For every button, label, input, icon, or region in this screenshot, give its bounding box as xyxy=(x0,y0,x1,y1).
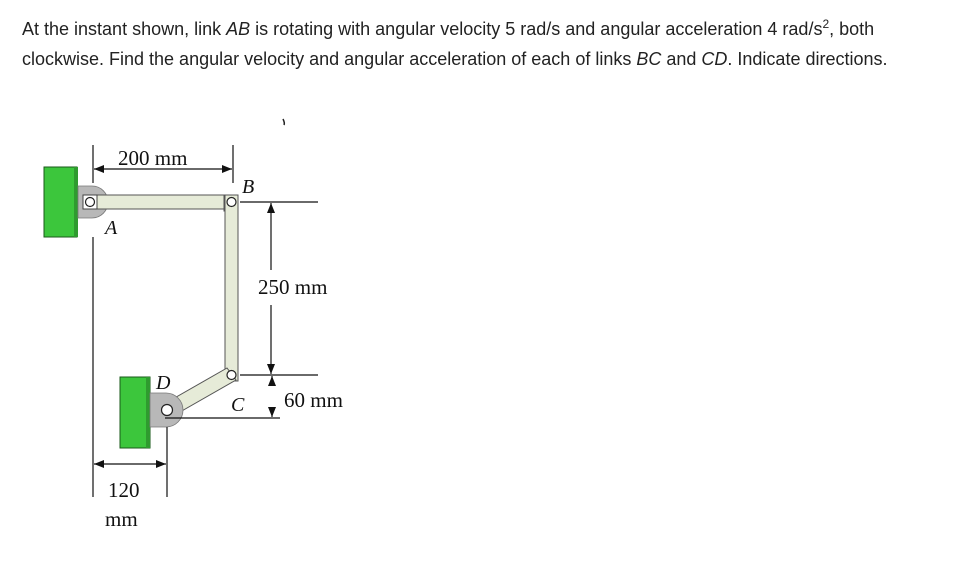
dimension-d-offset-label-2: mm xyxy=(105,507,138,531)
pin-b xyxy=(227,198,236,207)
link-bc-symbol: BC xyxy=(636,49,662,69)
problem-text-5: . Indicate directions. xyxy=(727,49,888,69)
link-ab-symbol: AB xyxy=(226,19,251,39)
link-ab xyxy=(90,195,238,209)
pin-c xyxy=(227,371,236,380)
point-b-label: B xyxy=(242,176,255,198)
dimension-cd-label: 60 mm xyxy=(284,388,343,412)
pin-d xyxy=(162,405,173,416)
problem-text-4: and xyxy=(661,49,702,69)
superscript-2: 2 xyxy=(822,17,830,31)
problem-text-1: At the instant shown, link xyxy=(22,19,227,39)
point-d-label: D xyxy=(156,372,171,394)
point-a-label: A xyxy=(105,217,118,239)
link-cd-symbol: CD xyxy=(701,49,728,69)
dimension-ab-label: 200 mm xyxy=(118,146,188,170)
pin-a xyxy=(83,195,97,209)
problem-text-3: , both clockwise. Find the angular velocity and angular acceleration of each of links xyxy=(22,19,875,69)
dimension-ab xyxy=(93,145,233,183)
dimension-d-offset-label-1: 120 xyxy=(108,478,140,502)
problem-text-2: is rotating with angular velocity 5 rad/s and angular acceleration 4 rad/s xyxy=(250,19,823,39)
link-bc xyxy=(225,195,238,381)
dimension-bc xyxy=(240,202,327,375)
support-d xyxy=(120,377,183,448)
point-c-label: C xyxy=(231,394,245,416)
stray-mark xyxy=(283,119,284,125)
dimension-bc-label: 250 mm xyxy=(258,275,328,299)
